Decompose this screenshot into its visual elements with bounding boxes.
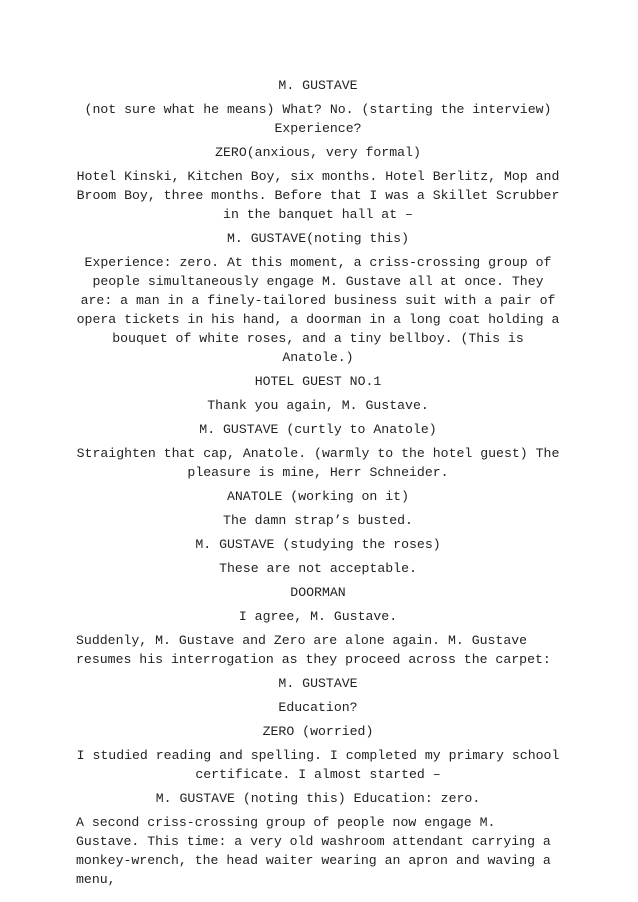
dialogue: Experience: zero. At this moment, a criss-crossing group of people simultaneously engage M. Gustave all at once. They are: a man in a finely-tailored business suit with a pair of opera tickets in his hand, a doorman in a long coat holding a bouquet of white roses, and a tiny bellboy. (This is Anatole.) — [76, 255, 560, 365]
character-name: M. GUSTAVE (noting this) Education: zero. — [155, 791, 481, 806]
character-name: M. GUSTAVE (curtly to Anatole) — [199, 422, 437, 437]
action-line: Suddenly, M. Gustave and Zero are alone again. M. Gustave resumes his interrogation as they proceed across the carpet: — [76, 633, 551, 667]
character-name: DOORMAN — [290, 585, 346, 600]
dialogue: These are not acceptable. — [219, 561, 417, 576]
character-name: M. GUSTAVE — [278, 676, 358, 691]
character-name: M. GUSTAVE — [278, 78, 358, 93]
character-name: ZERO (worried) — [262, 724, 374, 739]
dialogue: Straighten that cap, Anatole. (warmly to the hotel guest) The pleasure is mine, Herr Schneider. — [76, 446, 560, 480]
dialogue: (not sure what he means) What? No. (starting the interview) Experience? — [84, 102, 552, 136]
dialogue: Hotel Kinski, Kitchen Boy, six months. Hotel Berlitz, Mop and Broom Boy, three months. Before that I was a Skillet Scrubber in the banquet hall at – — [76, 169, 560, 222]
character-name: M. GUSTAVE (studying the roses) — [195, 537, 441, 552]
character-name: ZERO(anxious, very formal) — [215, 145, 421, 160]
dialogue: I agree, M. Gustave. — [238, 609, 398, 624]
dialogue: Thank you again, M. Gustave. — [207, 398, 429, 413]
action-line: A second criss-crossing group of people now engage M. Gustave. This time: a very old washroom attendant carrying a monkey-wrench, the head waiter wearing an apron and waving a menu, — [76, 815, 551, 887]
character-name: HOTEL GUEST NO.1 — [254, 374, 382, 389]
dialogue: I studied reading and spelling. I completed my primary school certificate. I almost started – — [76, 748, 560, 782]
screenplay-text — [76, 76, 560, 894]
dialogue: The damn strap’s busted. — [223, 513, 413, 528]
character-name: M. GUSTAVE(noting this) — [226, 231, 410, 246]
dialogue: Education? — [278, 700, 358, 715]
character-name: ANATOLE (working on it) — [226, 489, 410, 504]
